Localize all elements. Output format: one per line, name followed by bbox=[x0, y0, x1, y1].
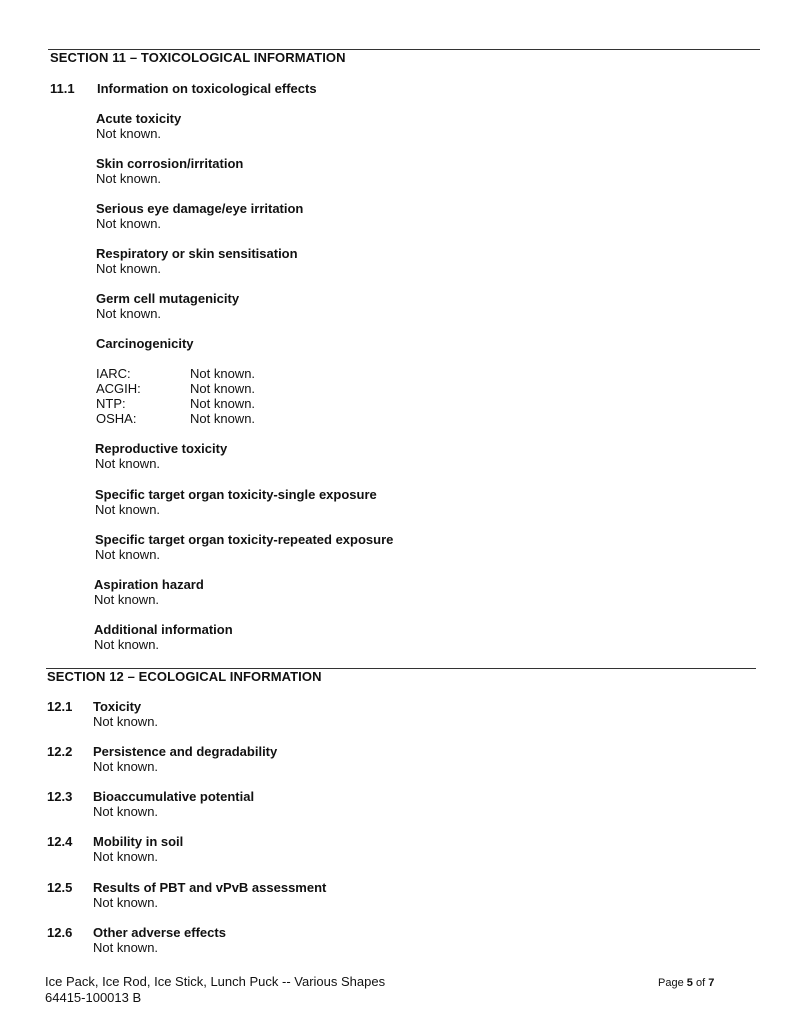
subsection-number: 12.4 bbox=[47, 834, 73, 849]
tox-item bbox=[96, 111, 181, 141]
tox-item-value: Not known. bbox=[96, 306, 162, 321]
carcinogenicity-value: Not known. bbox=[190, 366, 256, 381]
tox-item-heading: Germ cell mutagenicity bbox=[96, 291, 240, 306]
tox-item-value: Not known. bbox=[94, 592, 160, 607]
carcinogenicity-row bbox=[96, 366, 255, 381]
tox-item-heading: Specific target organ toxicity-repeated exposure bbox=[95, 532, 394, 547]
carcinogenicity-label: ACGIH: bbox=[96, 381, 141, 396]
subsection-number: 12.3 bbox=[47, 789, 73, 804]
tox-item bbox=[95, 441, 227, 471]
eco-item-heading: Other adverse effects bbox=[93, 925, 226, 940]
eco-item-heading: Persistence and degradability bbox=[93, 744, 278, 759]
tox-item-value: Not known. bbox=[96, 126, 162, 141]
tox-item-value: Not known. bbox=[95, 547, 161, 562]
eco-item-heading: Bioaccumulative potential bbox=[93, 789, 255, 804]
carcinogenicity-heading-block bbox=[96, 336, 194, 351]
subsection-number: 12.5 bbox=[47, 880, 73, 895]
carcinogenicity-value: Not known. bbox=[190, 381, 256, 396]
eco-item-value: Not known. bbox=[93, 714, 159, 729]
carcinogenicity-value: Not known. bbox=[190, 411, 256, 426]
tox-item-value: Not known. bbox=[95, 502, 161, 517]
tox-item bbox=[95, 532, 393, 562]
subsection-number: 12.2 bbox=[47, 744, 73, 759]
eco-item-value: Not known. bbox=[93, 940, 159, 955]
tox-item-heading: Specific target organ toxicity-single exposure bbox=[95, 487, 377, 502]
eco-item bbox=[93, 880, 326, 910]
tox-item-heading: Reproductive toxicity bbox=[95, 441, 228, 456]
eco-item bbox=[93, 925, 226, 955]
eco-item-value: Not known. bbox=[93, 895, 159, 910]
eco-item bbox=[93, 744, 277, 774]
tox-item bbox=[95, 487, 377, 517]
footer-document-code: 64415-100013 B bbox=[45, 990, 142, 1005]
eco-item-value: Not known. bbox=[93, 759, 159, 774]
subsection-number: 12.1 bbox=[47, 699, 73, 714]
tox-item bbox=[96, 201, 303, 231]
carcinogenicity-heading: Carcinogenicity bbox=[96, 336, 194, 351]
page-number bbox=[658, 977, 714, 989]
carcinogenicity-row bbox=[96, 396, 255, 411]
tox-item-heading: Acute toxicity bbox=[96, 111, 182, 126]
subsection-number: 12.6 bbox=[47, 925, 73, 940]
section-12-title: SECTION 12 – ECOLOGICAL INFORMATION bbox=[47, 669, 322, 684]
eco-item bbox=[93, 789, 254, 819]
tox-item bbox=[96, 156, 243, 186]
tox-item bbox=[96, 291, 239, 321]
tox-item-value: Not known. bbox=[96, 171, 162, 186]
carcinogenicity-label: IARC: bbox=[96, 366, 131, 381]
tox-item-value: Not known. bbox=[96, 216, 162, 231]
tox-item-heading: Respiratory or skin sensitisation bbox=[96, 246, 298, 261]
tox-item-value: Not known. bbox=[94, 637, 160, 652]
carcinogenicity-label: NTP: bbox=[96, 396, 126, 411]
tox-item-heading: Aspiration hazard bbox=[94, 577, 204, 592]
page-of: of bbox=[695, 977, 706, 989]
eco-item-heading: Results of PBT and vPvB assessment bbox=[93, 880, 327, 895]
tox-item-heading: Additional information bbox=[94, 622, 233, 637]
tox-item-value: Not known. bbox=[95, 456, 161, 471]
tox-item-heading: Serious eye damage/eye irritation bbox=[96, 201, 304, 216]
eco-item-value: Not known. bbox=[93, 804, 159, 819]
tox-item-value: Not known. bbox=[96, 261, 162, 276]
eco-item-heading: Toxicity bbox=[93, 699, 142, 714]
eco-item bbox=[93, 834, 183, 864]
carcinogenicity-row bbox=[96, 381, 255, 396]
page-prefix: Page bbox=[658, 977, 684, 989]
tox-item bbox=[94, 622, 233, 652]
page-total: 7 bbox=[708, 977, 715, 989]
footer-product-name: Ice Pack, Ice Rod, Ice Stick, Lunch Puck -- Various Shapes bbox=[45, 974, 386, 989]
eco-item bbox=[93, 699, 158, 729]
tox-item bbox=[96, 246, 298, 276]
carcinogenicity-row bbox=[96, 411, 255, 426]
tox-item bbox=[94, 577, 204, 607]
section-11-title: SECTION 11 – TOXICOLOGICAL INFORMATION bbox=[50, 50, 346, 65]
eco-item-value: Not known. bbox=[93, 849, 159, 864]
subsection-11-1-number: 11.1 bbox=[50, 81, 75, 96]
carcinogenicity-value: Not known. bbox=[190, 396, 256, 411]
eco-item-heading: Mobility in soil bbox=[93, 834, 184, 849]
page-current: 5 bbox=[686, 977, 693, 989]
carcinogenicity-label: OSHA: bbox=[96, 411, 137, 426]
tox-item-heading: Skin corrosion/irritation bbox=[96, 156, 244, 171]
subsection-11-1-title: Information on toxicological effects bbox=[97, 81, 317, 96]
